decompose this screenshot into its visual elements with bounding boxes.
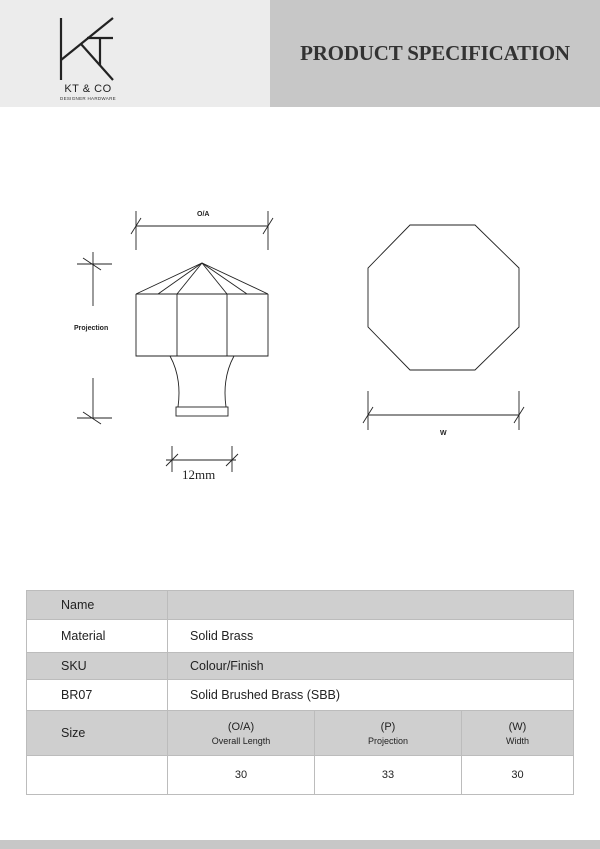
size-w-value: 30 bbox=[462, 756, 574, 795]
size-col-oa-code: (O/A) bbox=[227, 720, 255, 733]
material-value: Solid Brass bbox=[168, 620, 574, 653]
knob-side-view bbox=[136, 263, 268, 416]
size-label: Size bbox=[27, 711, 168, 756]
technical-drawing bbox=[0, 190, 600, 500]
size-values-spacer bbox=[27, 756, 168, 795]
size-col-p-name: Projection bbox=[367, 735, 409, 746]
footer-bar bbox=[0, 840, 600, 849]
projection-label: Projection bbox=[74, 325, 109, 332]
material-label: Material bbox=[27, 620, 168, 653]
brand-tagline: DESIGNER HARDWARE bbox=[60, 96, 116, 101]
header-title-panel bbox=[270, 0, 600, 107]
size-col-w-name: Width bbox=[505, 735, 529, 746]
table-row-sku bbox=[27, 653, 574, 680]
size-p-value: 33 bbox=[315, 756, 462, 795]
sku-code: BR07 bbox=[27, 680, 168, 711]
table-row-size-header bbox=[27, 711, 574, 756]
size-col-p-code: (P) bbox=[380, 720, 396, 733]
name-value bbox=[168, 591, 574, 620]
header-logo-panel bbox=[0, 0, 270, 107]
size-oa-value: 30 bbox=[168, 756, 315, 795]
kt-monogram-logo bbox=[55, 16, 119, 82]
base-label: 12mm bbox=[182, 467, 216, 482]
table-row-material bbox=[27, 620, 574, 653]
page-title: PRODUCT SPECIFICATION bbox=[300, 41, 570, 65]
size-col-p bbox=[315, 711, 462, 756]
table-row-name bbox=[27, 591, 574, 620]
size-col-oa-name: Overall Length bbox=[211, 735, 271, 746]
brand-name: KT & CO bbox=[64, 83, 112, 95]
size-col-w bbox=[462, 711, 574, 756]
sku-label: SKU bbox=[27, 653, 168, 680]
finish-value: Solid Brushed Brass (SBB) bbox=[168, 680, 574, 711]
table-row-sku-code bbox=[27, 680, 574, 711]
oa-label: O/A bbox=[197, 211, 210, 218]
knob-top-view-octagon bbox=[368, 225, 519, 370]
width-label: W bbox=[440, 430, 447, 437]
name-label: Name bbox=[27, 591, 168, 620]
table-row-size-values bbox=[27, 756, 574, 795]
size-col-oa bbox=[168, 711, 315, 756]
size-col-w-code: (W) bbox=[508, 720, 527, 733]
specification-table bbox=[26, 590, 574, 795]
colour-finish-label: Colour/Finish bbox=[168, 653, 574, 680]
